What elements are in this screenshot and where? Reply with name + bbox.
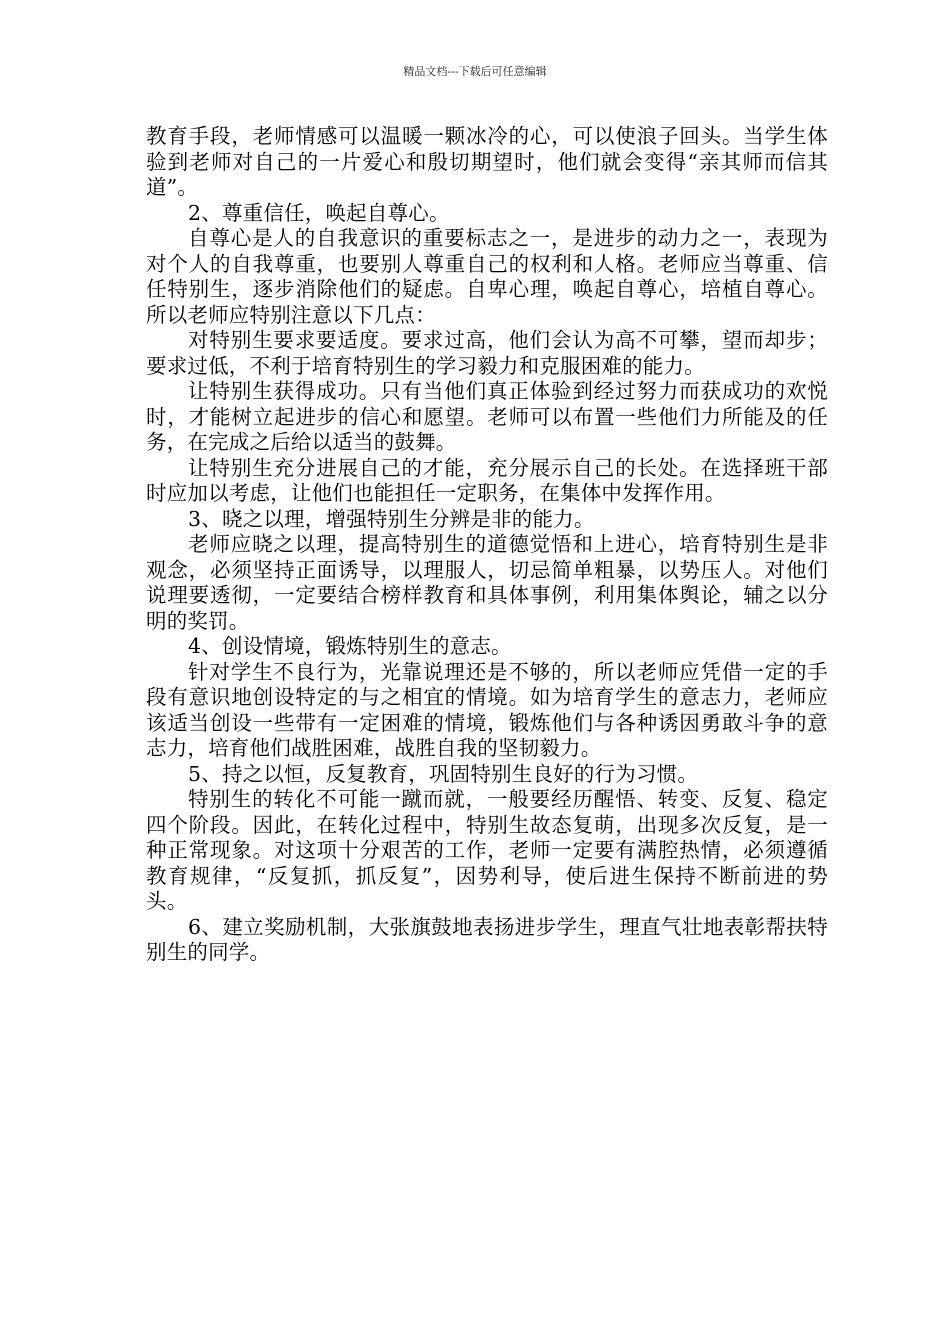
paragraph-situations: 针对学生不良行为，光靠说理还是不够的，所以老师应凭借一定的手段有意识地创设特定的与之相宜的情境。如为培育学生的意志力，老师应该适当创设一些带有一定困难的情境，锻炼他们与各种诱因勇敢斗争的意志力，培育他们战胜困难，战胜自我的坚韧毅力。 xyxy=(146,659,828,760)
paragraph-intro-continued: 教育手段，老师情感可以温暖一颗冰冷的心，可以使浪子回头。当学生体验到老师对自己的一片爱心和殷切期望时，他们就会变得“亲其师而信其道”。 xyxy=(146,124,828,199)
section-heading-respect-trust: 2、尊重信任，唤起自尊心。 xyxy=(188,200,450,225)
section-heading-situations: 4、创设情境，锻炼特别生的意志。 xyxy=(188,634,512,658)
paragraph-success: 让特别生获得成功。只有当他们真正体验到经过努力而获成功的欢悦时，才能树立起进步的信心和愿望。老师可以布置一些他们力所能及的任务，在完成之后给以适当的鼓舞。 xyxy=(146,379,828,454)
document-body xyxy=(146,124,828,966)
paragraph-reasoning: 老师应晓之以理，提高特别生的道德觉悟和上进心，培育特别生是非观念，必须坚持正面诱导，以理服人，切忌简单粗暴，以势压人。对他们说理要透彻，一定要结合榜样教育和具体事例，利用集体舆论，辅之以分明的奖罚。 xyxy=(146,532,828,633)
section-heading-persistence: 5、持之以恒，反复教育，巩固特别生良好的行为习惯。 xyxy=(188,761,699,786)
section-heading-reward: 6、建立奖励机制，大张旗鼓地表扬进步学生，理直气壮地表彰帮扶特别生的同学。 xyxy=(146,914,828,964)
paragraph-moderate-requirements: 对特别生要求要适度。要求过高，他们会认为高不可攀，望而却步；要求过低，不利于培育特别生的学习毅力和克服困难的能力。 xyxy=(146,328,828,378)
paragraph-talents: 让特别生充分进展自己的才能，充分展示自己的长处。在选择班干部时应加以考虑，让他们也能担任一定职务，在集体中发挥作用。 xyxy=(146,455,828,505)
page-header: 精品文档---下载后可任意编辑 xyxy=(403,65,547,78)
paragraph-self-esteem: 自尊心是人的自我意识的重要标志之一，是进步的动力之一，表现为对个人的自我尊重，也要别人尊重自己的权利和人格。老师应当尊重、信任特别生，逐步消除他们的疑虑。自卑心理，唤起自尊心，培植自尊心。所以老师应特别注意以下几点： xyxy=(146,226,828,327)
paragraph-persistence: 特别生的转化不可能一蹴而就，一般要经历醒悟、转变、反复、稳定四个阶段。因此，在转化过程中，特别生故态复萌，出现多次反复，是一种正常现象。对这项十分艰苦的工作，老师一定要有满腔热情，必须遵循教育规律，“反复抓，抓反复”，因势利导，使后进生保持不断前进的势头。 xyxy=(146,787,828,913)
section-heading-reasoning: 3、晓之以理，增强特别生分辨是非的能力。 xyxy=(188,506,595,531)
